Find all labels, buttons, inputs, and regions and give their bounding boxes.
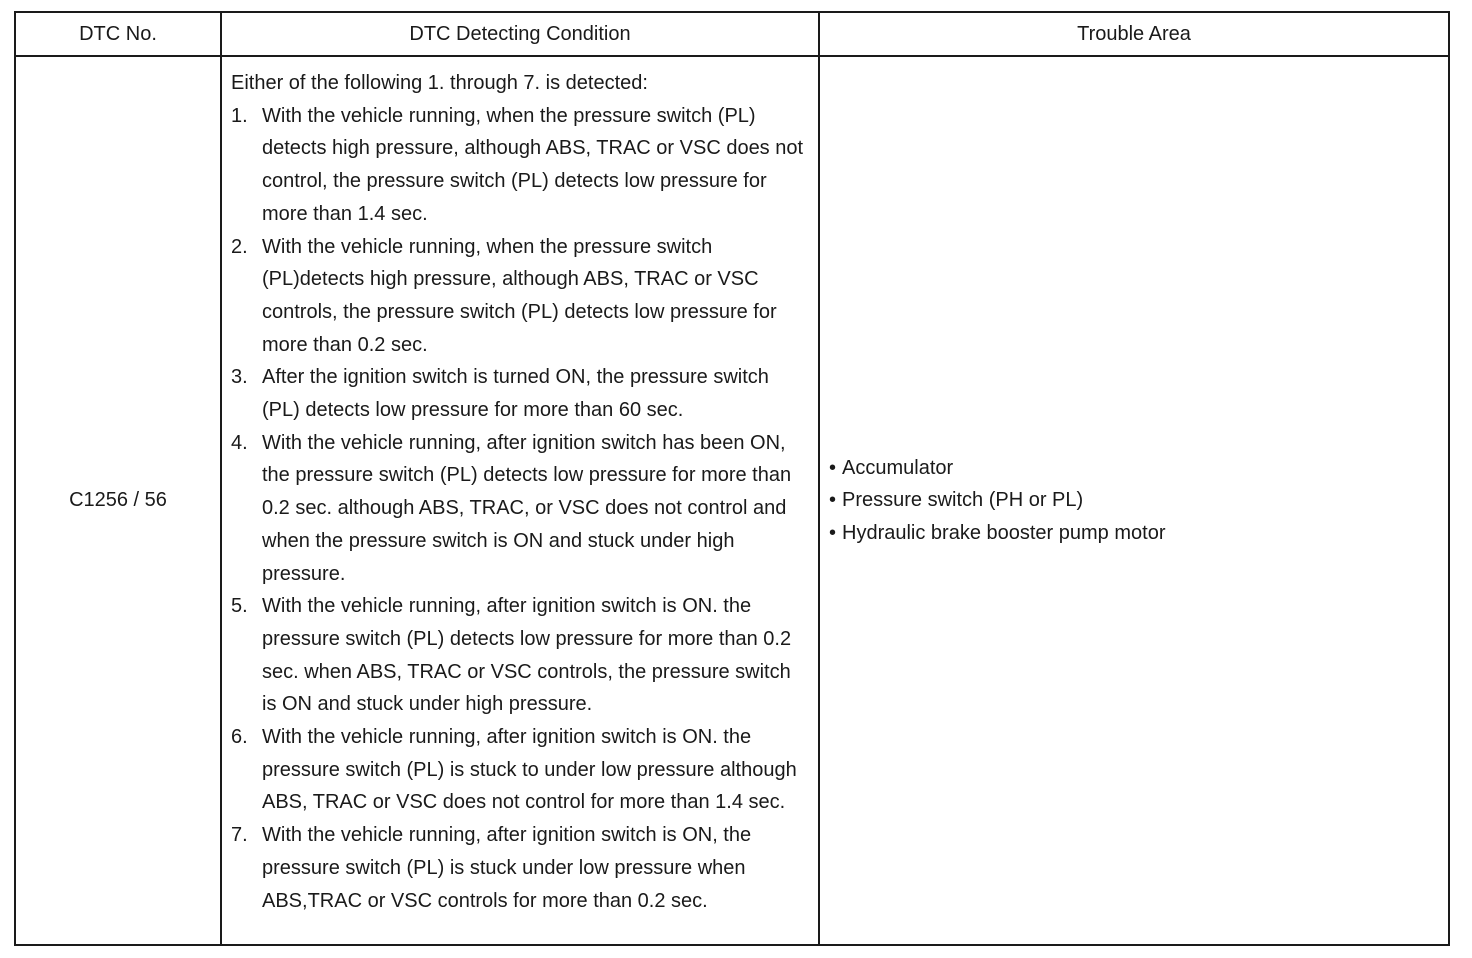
condition-item (231, 819, 810, 917)
condition-number: 4. (231, 431, 248, 454)
condition-number: 5. (231, 595, 248, 618)
dtc-number-cell: C1256 / 56 (15, 56, 221, 945)
condition-number: 3. (231, 366, 248, 389)
condition-text: With the vehicle running, after ignition switch is ON. the pressure switch (PL) is stuck to under low pressure although ABS, TRAC or VSC does not control for more than 1.4 sec. (262, 726, 797, 814)
table-row (15, 56, 1449, 945)
header-row (15, 12, 1449, 56)
trouble-area-text: Hydraulic brake booster pump motor (842, 521, 1166, 544)
condition-text: With the vehicle running, when the pressure switch (PL) detects high pressure, although ABS, TRAC or VSC does not control, the pressure switch (PL) detects low pressure for more than 1.4 sec. (262, 104, 804, 225)
condition-text: With the vehicle running, after ignition switch is ON, the pressure switch (PL) is stuck under low pressure when ABS,TRAC or VSC controls for more than 0.2 sec. (262, 824, 752, 912)
bullet-icon: • (829, 521, 837, 544)
dtc-table (14, 11, 1450, 946)
trouble-area-item (829, 517, 1448, 550)
condition-list (231, 100, 810, 918)
table-header (15, 12, 1449, 56)
bullet-icon: • (829, 456, 837, 479)
header-detecting-condition: DTC Detecting Condition (221, 12, 819, 56)
trouble-area-text: Accumulator (842, 456, 954, 479)
condition-text: With the vehicle running, after ignition switch is ON. the pressure switch (PL) detects low pressure for more than 0.2 sec. when ABS, TRAC or VSC controls, the pressure switch is ON and stuck under high pressure. (262, 595, 792, 716)
trouble-area-text: Pressure switch (PH or PL) (842, 489, 1084, 512)
trouble-area-item (829, 484, 1448, 517)
trouble-area-cell (819, 56, 1449, 945)
condition-number: 6. (231, 726, 248, 749)
bullet-icon: • (829, 489, 837, 512)
trouble-area-item (829, 452, 1448, 485)
condition-text: With the vehicle running, after ignition switch has been ON, the pressure switch (PL) detects low pressure for more than 0.2 sec. although ABS, TRAC, or VSC does not control and when the pressure switch is ON and stuck under high pressure. (262, 431, 792, 585)
condition-number: 2. (231, 235, 248, 258)
condition-item (231, 721, 810, 819)
condition-text: After the ignition switch is turned ON, the pressure switch (PL) detects low pressure for more than 60 sec. (262, 366, 769, 422)
trouble-area-list (829, 452, 1448, 550)
detecting-condition-cell (221, 56, 819, 945)
table-body (15, 56, 1449, 945)
header-dtc-no: DTC No. (15, 12, 221, 56)
condition-item (231, 427, 810, 591)
condition-item (231, 361, 810, 426)
header-trouble-area: Trouble Area (819, 12, 1449, 56)
condition-item (231, 100, 810, 231)
condition-number: 7. (231, 824, 248, 847)
condition-item (231, 231, 810, 362)
condition-item (231, 590, 810, 721)
condition-number: 1. (231, 104, 248, 127)
condition-text: With the vehicle running, when the pressure switch (PL)detects high pressure, although ABS, TRAC or VSC controls, the pressure switch (PL) detects low pressure for more than 0.2 sec. (262, 235, 777, 356)
condition-intro: Either of the following 1. through 7. is detected: (231, 72, 648, 94)
